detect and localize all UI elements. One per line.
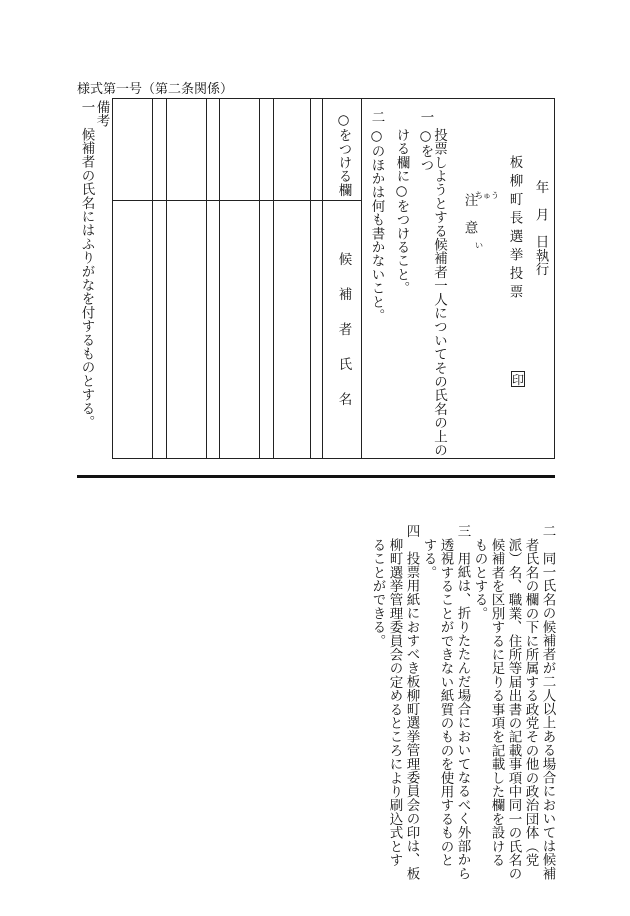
remarks-line: ものとする。 — [471, 538, 488, 621]
remarks-line: 二 同一氏名の候補者が二人以上ある場合においては候補 — [539, 524, 556, 881]
column-divider — [206, 98, 207, 459]
notice-item-number: 二 — [368, 110, 385, 124]
remarks-line: する。 — [420, 538, 437, 580]
notice-item-text-continued: ける欄に○をつけること。 — [393, 128, 410, 295]
ballot-title: 板柳町長選挙投票 — [506, 155, 523, 303]
column-divider — [219, 98, 220, 459]
remarks-line: ることができる。 — [369, 538, 386, 648]
election-date-line: 年 月 日執行 — [532, 180, 549, 276]
mark-column-label: ○をつける欄 — [335, 112, 352, 197]
notice-heading: 注 意 — [461, 193, 478, 235]
column-divider — [166, 98, 167, 459]
remarks-heading: 備考 — [93, 100, 110, 128]
column-divider — [322, 98, 323, 459]
furigana-i: い — [475, 241, 483, 250]
section-separator — [77, 475, 555, 478]
column-divider — [152, 98, 153, 459]
remarks-line: 派）名、職業、住所等届出書の記載事項中同一の氏名の — [505, 538, 522, 881]
form-title: 様式第一号（第二条関係） — [77, 82, 234, 97]
remarks-line: 四 投票用紙におすべき板柳町選挙管理委員会の印は、板 — [403, 524, 420, 881]
row-divider — [112, 200, 362, 201]
column-divider — [361, 98, 362, 459]
furigana-chuui: ちゅう — [475, 191, 499, 200]
ballot-frame — [112, 98, 555, 459]
remarks-line: 透視することができない紙質のものを使用するものと — [437, 538, 454, 867]
column-divider — [273, 98, 274, 459]
election-seal: 印 — [512, 373, 525, 387]
remarks-line: 候補者を区別するに足りる事項を記載した欄を設ける — [488, 538, 505, 867]
remarks-line: 者氏名の欄の下に所属する政党その他の政治団体（党 — [522, 538, 539, 867]
name-column-label: 候 補 者 氏 名 — [335, 252, 352, 410]
column-divider — [259, 98, 260, 459]
remarks-item: 一 候補者の氏名にはふりがなを付するものとする。 — [78, 100, 95, 429]
column-divider — [310, 98, 311, 459]
remarks-line: 柳町選挙管理委員会の定めるところにより刷込式とす — [386, 538, 403, 867]
notice-item-text: ○のほかは何も書かないこと。 — [368, 128, 385, 323]
remarks-line: 三 用紙は、折りたたんだ場合においてなるべく外部から — [454, 524, 471, 881]
notice-item-text: 投票しようとする候補者一人についてその氏名の上の○をつ — [417, 128, 447, 457]
notice-item-number: 一 — [417, 110, 434, 124]
